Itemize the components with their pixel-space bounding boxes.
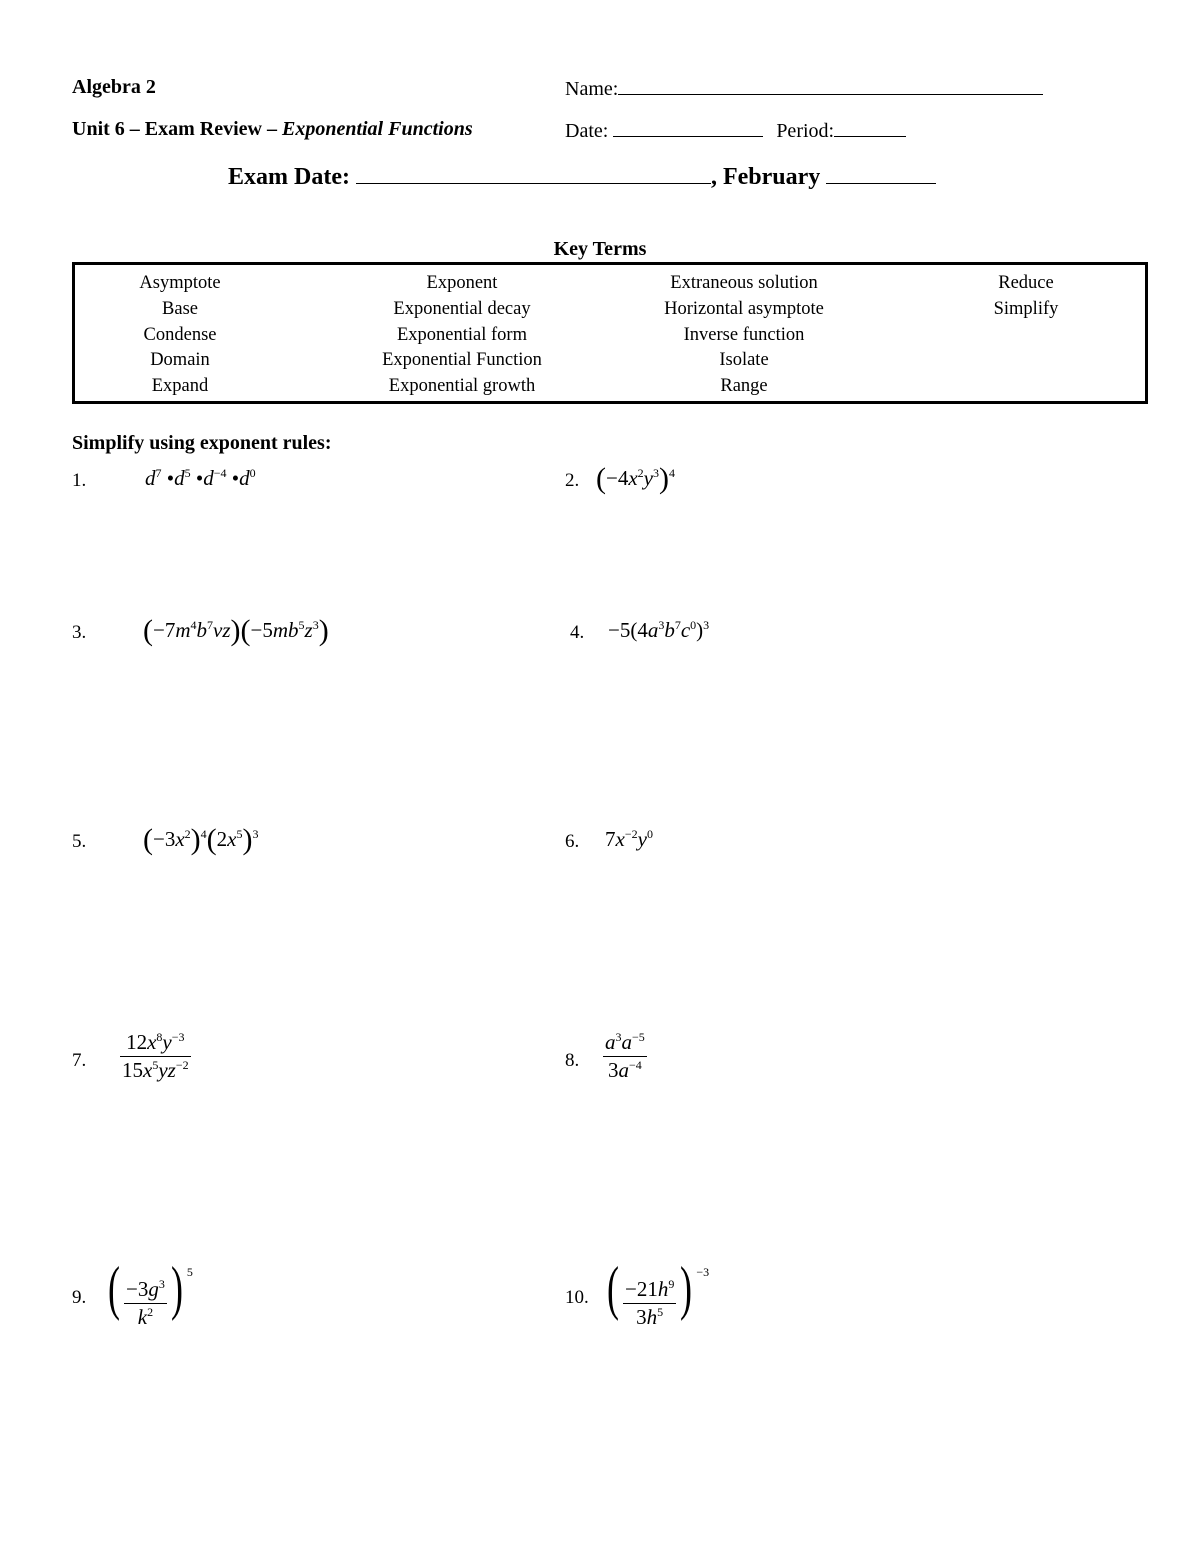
- unit-topic: Exponential Functions: [281, 118, 473, 140]
- exam-date-blank[interactable]: [356, 161, 711, 184]
- problem-number: 3.: [72, 622, 87, 643]
- problem-5-expression: $(-3x^2)^4(2x^5)^3$: [143, 823, 259, 856]
- term: Inverse function: [683, 324, 805, 345]
- key-terms-title: Key Terms: [553, 238, 647, 260]
- problem-number: 2.: [565, 470, 580, 491]
- term: Isolate: [719, 350, 769, 371]
- term: Exponent: [426, 273, 498, 293]
- terms-column-4: [901, 271, 1151, 323]
- period-blank[interactable]: [834, 118, 906, 137]
- date-label: Date:: [565, 120, 609, 142]
- unit-prefix: Unit 6 – Exam Review –: [72, 118, 282, 140]
- exam-day-blank[interactable]: [826, 161, 936, 184]
- problem-7-expression: $\frac{12x^8y^{-3}}{15x^5yz^{-2}}$: [122, 1030, 189, 1082]
- problem-2-expression: $(-4x^2y^3)^4$: [596, 462, 675, 495]
- date-period-row: [565, 118, 906, 143]
- exam-date-row: [228, 161, 936, 191]
- problem-9-expression: ( $\frac{-3g^3}{k^2}$ ) $^5$: [107, 1255, 193, 1329]
- term: Exponential form: [397, 324, 527, 345]
- term: Domain: [150, 350, 210, 371]
- problem-number: 7.: [72, 1050, 87, 1071]
- term: Horizontal asymptote: [664, 298, 824, 319]
- exam-date-label: Exam Date:: [228, 164, 350, 190]
- problem-number: 4.: [570, 622, 585, 643]
- problem-number: 6.: [565, 831, 580, 852]
- name-blank[interactable]: [618, 76, 1043, 95]
- date-blank[interactable]: [613, 118, 763, 137]
- name-field[interactable]: [565, 76, 1043, 101]
- problem-1-expression: $d^7$ $•d^5$ $•d^{-4}$ $•d^0$: [145, 466, 256, 490]
- terms-column-2: [337, 271, 587, 400]
- term: Condense: [143, 324, 217, 345]
- key-terms-box: [72, 262, 1148, 404]
- term: Asymptote: [139, 273, 221, 293]
- term: Exponential decay: [393, 298, 531, 319]
- term: Exponential Function: [382, 350, 542, 371]
- term: Range: [720, 376, 768, 397]
- name-label: Name:: [565, 78, 619, 100]
- course-title: Algebra 2: [72, 76, 156, 98]
- exam-month: , February: [710, 164, 821, 190]
- problem-number: 9.: [72, 1287, 87, 1308]
- problem-10-expression: ( $\frac{-21h^9}{3h^5}$ ) $^{-3}$: [606, 1255, 710, 1329]
- term: Reduce: [998, 273, 1054, 293]
- period-label: Period:: [776, 120, 835, 142]
- unit-title: [72, 118, 473, 141]
- section-title: Simplify using exponent rules:: [72, 432, 332, 454]
- problem-number: 10.: [565, 1287, 589, 1308]
- problem-6-expression: $7x^{-2}y^0$: [605, 827, 653, 851]
- problem-4-expression: $-5(4a^3b^7c^0)^3$: [608, 618, 710, 642]
- terms-column-1: [55, 271, 305, 400]
- problem-number: 1.: [72, 470, 87, 491]
- term: Expand: [151, 376, 209, 397]
- term: Exponential growth: [388, 376, 536, 397]
- problem-8-expression: $\frac{a^3a^{-5}}{3a^{-4}}$: [605, 1030, 645, 1082]
- problem-3-expression: $(-7m^4b^7vz)(-5mb^5z^3)$: [143, 614, 329, 647]
- term: Extraneous solution: [670, 273, 818, 293]
- terms-column-3: [619, 271, 869, 400]
- term: Base: [162, 298, 198, 319]
- problem-number: 5.: [72, 831, 87, 852]
- problem-number: 8.: [565, 1050, 580, 1071]
- term: Simplify: [993, 298, 1059, 319]
